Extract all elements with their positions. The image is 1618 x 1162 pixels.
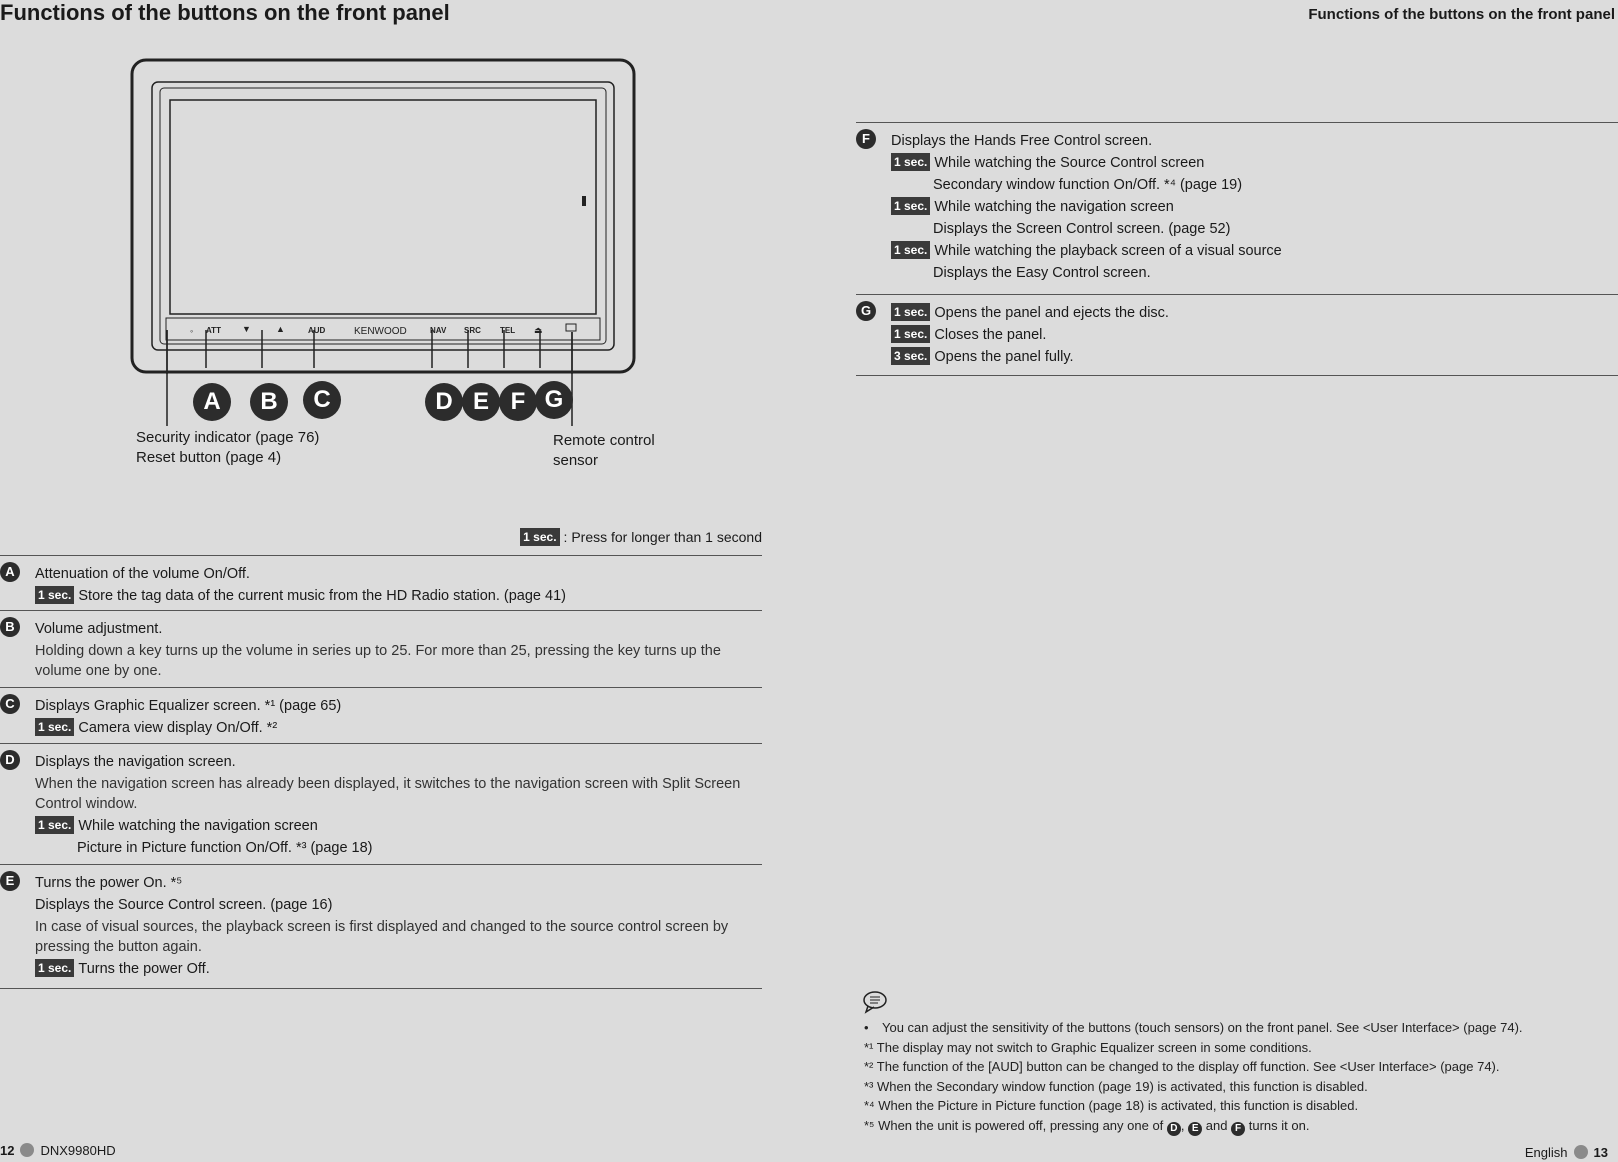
footer-dot-icon	[1574, 1145, 1588, 1159]
front-panel-illustration	[130, 58, 636, 374]
page-title-left: Functions of the buttons on the front panel	[0, 0, 450, 25]
language-label: English	[1524, 1145, 1568, 1160]
aud-label: AUD	[308, 326, 326, 335]
section-f-tag-1: 1 sec.	[891, 153, 930, 171]
section-f-item-1: While watching the Source Control screen	[934, 155, 1205, 171]
inline-marker-e: E	[1188, 1122, 1202, 1136]
footer-dot-icon	[20, 1143, 34, 1157]
marker-b: B	[0, 617, 20, 637]
section-g-tag-2: 1 sec.	[891, 325, 930, 343]
section-d-tag-text: While watching the navigation screen	[78, 818, 318, 834]
note-3: When the Secondary window function (page 19) is activated, this function is disabled.	[877, 1078, 1368, 1094]
section-c-tag-text: Camera view display On/Off. *²	[78, 720, 278, 736]
note-5: *⁵ When the unit is powered off, pressing any one of D , E and F turns it on.	[864, 1117, 1310, 1134]
callout-f: F	[499, 383, 537, 421]
inline-marker-f: F	[1231, 1122, 1245, 1136]
section-g-tag-3: 3 sec.	[891, 347, 930, 365]
callout-e: E	[462, 383, 500, 421]
section-d-main: Displays the navigation screen.	[35, 754, 236, 770]
section-f-item-3-sub: Displays the Easy Control screen.	[933, 265, 1151, 281]
section-e-tag: 1 sec.	[35, 959, 74, 977]
section-a-tag-text: Store the tag data of the current music from the HD Radio station. (page 41)	[78, 588, 566, 604]
section-c	[0, 687, 762, 746]
remote-sensor-label: Remote control sensor	[553, 432, 655, 469]
callout-b: B	[250, 383, 288, 421]
section-d-tag: 1 sec.	[35, 816, 74, 834]
svg-text:⏏: ⏏	[534, 325, 543, 335]
att-label: ATT	[206, 326, 221, 335]
svg-text:▲: ▲	[276, 324, 285, 334]
section-f-item-1-sub: Secondary window function On/Off. *⁴ (page 19)	[933, 177, 1243, 193]
section-g-tag-1: 1 sec.	[891, 303, 930, 321]
callout-d: D	[425, 383, 463, 421]
marker-f: F	[856, 129, 876, 149]
section-g	[856, 294, 1618, 376]
marker-a: A	[0, 562, 20, 582]
marker-g: G	[856, 301, 876, 321]
section-a-main: Attenuation of the volume On/Off.	[35, 566, 250, 582]
section-d-text: When the navigation screen has already been displayed, it switches to the navigation screen with Split Screen Control window.	[35, 776, 741, 812]
section-b-main: Volume adjustment.	[35, 621, 163, 637]
section-c-tag: 1 sec.	[35, 718, 74, 736]
inline-marker-d: D	[1167, 1122, 1181, 1136]
page-number-left: 12	[0, 1143, 15, 1158]
note-1: The display may not switch to Graphic Equalizer screen in some conditions.	[876, 1039, 1312, 1055]
section-e	[0, 864, 762, 989]
section-f-tag-3: 1 sec.	[891, 241, 930, 259]
marker-d: D	[0, 750, 20, 770]
section-f	[856, 122, 1618, 297]
src-label: SRC	[464, 326, 481, 335]
legend-text: : Press for longer than 1 second	[563, 529, 762, 545]
section-a	[0, 555, 762, 614]
section-f-tag-2: 1 sec.	[891, 197, 930, 215]
section-f-main: Displays the Hands Free Control screen.	[891, 133, 1153, 149]
section-e-main: Turns the power On. *⁵	[35, 875, 183, 891]
notes: • You can adjust the sensitivity of the buttons (touch sensors) on the front panel. See <User Interface> (page 74). *¹ The display may not switch to Graphic Equalizer screen in some conditions. *² The function of the [AUD] button can be changed to the display off function. See <User Interface> (page 74). *³ When the Secondary window function (page 19) is activated, this function is disabled. *⁴ When the Picture in Picture function (page 18) is activated, this function is disabled. *⁵ When the unit is powered off, pressing any one of D , E and F turns it on.	[864, 1020, 1523, 1134]
page-title-right: Functions of the buttons on the front panel	[1308, 6, 1615, 23]
section-c-main: Displays Graphic Equalizer screen. *¹ (page 65)	[35, 698, 342, 714]
callout-g: G	[535, 381, 573, 419]
tel-label: TEL	[500, 326, 516, 335]
section-e-text: In case of visual sources, the playback screen is first displayed and changed to the source control screen by pressing the button again.	[35, 919, 729, 955]
section-d-tag-sub: Picture in Picture function On/Off. *³ (page 18)	[77, 840, 373, 856]
section-g-item-1: Opens the panel and ejects the disc.	[934, 305, 1169, 321]
marker-c: C	[0, 694, 20, 714]
section-e-main2: Displays the Source Control screen. (page 16)	[35, 897, 333, 913]
section-b	[0, 610, 762, 689]
brand-logo-text: KENWOOD	[354, 326, 407, 337]
section-f-item-2: While watching the navigation screen	[934, 199, 1174, 215]
nav-label: NAV	[430, 326, 447, 335]
callout-a: A	[193, 383, 231, 421]
section-e-tag-text: Turns the power Off.	[78, 961, 210, 977]
footer-left	[0, 1143, 116, 1158]
section-f-item-2-sub: Displays the Screen Control screen. (page 52)	[933, 221, 1231, 237]
legend-tag: 1 sec.	[520, 528, 559, 546]
footer-right	[1525, 1145, 1608, 1160]
section-a-tag: 1 sec.	[35, 586, 74, 604]
section-g-item-2: Closes the panel.	[934, 327, 1047, 343]
security-indicator-label: Security indicator (page 76) Reset button (page 4)	[136, 429, 320, 466]
section-g-item-3: Opens the panel fully.	[934, 349, 1074, 365]
marker-e: E	[0, 871, 20, 891]
callout-c: C	[303, 381, 341, 419]
note-2: The function of the [AUD] button can be changed to the display off function. See <User Interface> (page 74).	[876, 1059, 1500, 1074]
note-icon	[862, 990, 890, 1014]
model-name: DNX9980HD	[40, 1143, 116, 1158]
section-b-text: Holding down a key turns up the volume in series up to 25. For more than 25, pressing the key turns up the volume one by one.	[35, 643, 721, 679]
legend	[520, 528, 762, 546]
note-bullet: You can adjust the sensitivity of the buttons (touch sensors) on the front panel. See <User Interface> (page 74).	[882, 1020, 1523, 1035]
section-d	[0, 743, 762, 866]
svg-text:◦: ◦	[190, 326, 194, 336]
svg-text:▼: ▼	[242, 324, 251, 334]
page-number-right: 13	[1593, 1145, 1608, 1160]
section-f-item-3: While watching the playback screen of a visual source	[934, 243, 1282, 259]
note-4: When the Picture in Picture function (page 18) is activated, this function is disabled.	[878, 1098, 1359, 1113]
